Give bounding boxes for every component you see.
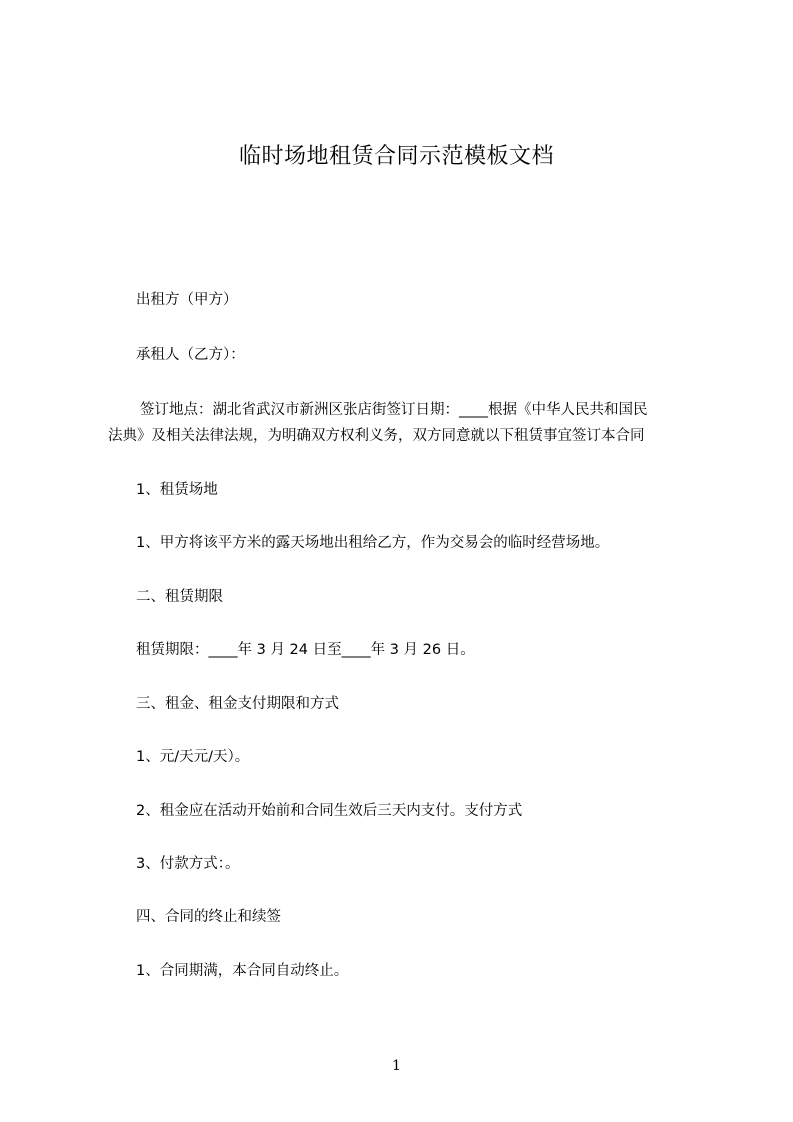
- section-heading-rent: 三、租金、租金支付期限和方式: [136, 696, 339, 712]
- paragraph-termination: 1、合同期满，本合同自动终止。: [136, 963, 349, 979]
- paragraph-signing-place: 签订地点：湖北省武汉市新洲区张店街签订日期：____根据《中华人民共和国民: [140, 402, 648, 418]
- section-heading-lease-site: 1、租赁场地: [136, 482, 218, 498]
- paragraph-lessee: 承租人（乙方）：: [136, 347, 245, 363]
- section-heading-termination: 四、合同的终止和续签: [136, 909, 281, 925]
- paragraph-rent-rate: 1、元/天元/天）。: [136, 749, 250, 765]
- section-heading-lease-term: 二、租赁期限: [136, 589, 223, 605]
- paragraph-lease-term: 租赁期限：____年 3 月 24 日至____年 3 月 26 日。: [136, 642, 475, 658]
- document-title: 临时场地租赁合同示范模板文档: [238, 144, 554, 169]
- paragraph-lessor: 出租方（甲方）: [136, 292, 238, 308]
- paragraph-lease-site: 1、甲方将该平方米的露天场地出租给乙方，作为交易会的临时经营场地。: [136, 535, 610, 551]
- paragraph-payment-method: 3、付款方式：。: [136, 856, 240, 872]
- paragraph-rent-payment: 2、租金应在活动开始前和合同生效后三天内支付。支付方式: [136, 803, 523, 819]
- paragraph-signing-place-cont: 法典》及相关法律法规，为明确双方权利义务，双方同意就以下租赁事宜签订本合同: [108, 428, 645, 444]
- page-number: 1: [392, 1058, 401, 1074]
